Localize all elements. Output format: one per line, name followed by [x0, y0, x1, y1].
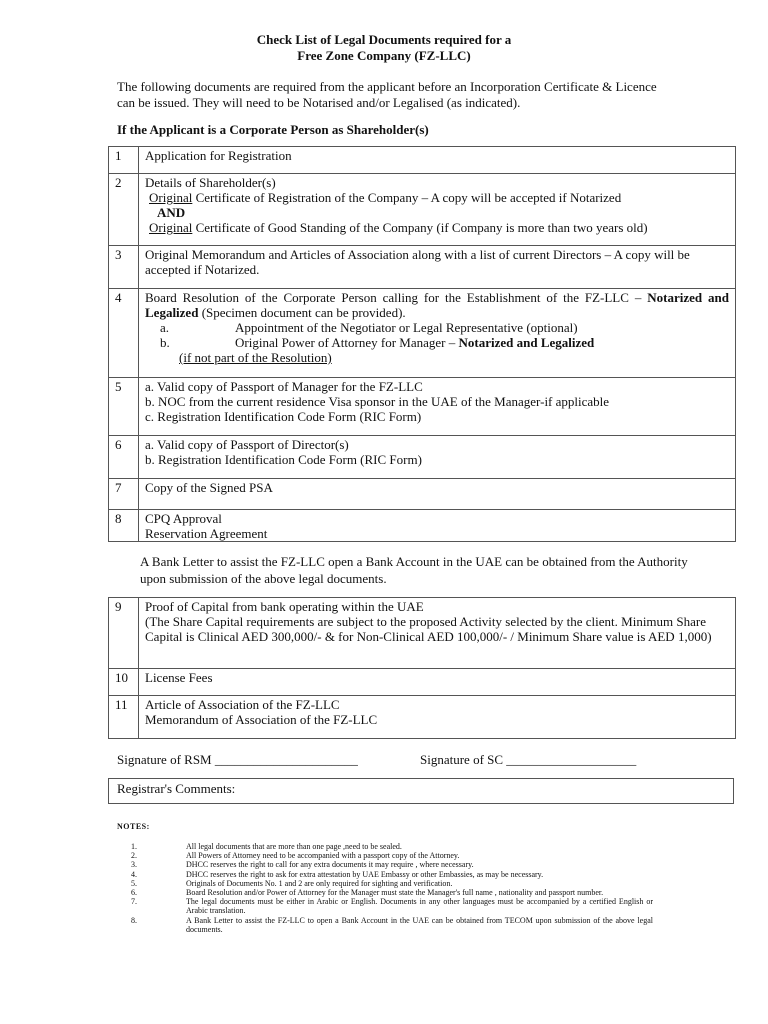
registrar-comments-box[interactable]	[108, 778, 734, 804]
row-number: 1	[109, 147, 139, 174]
row-number: 7	[109, 479, 139, 510]
row-number: 10	[109, 669, 139, 696]
note-number: 6.	[131, 888, 137, 898]
row-line-text: Board Resolution of the Corporate Person calling for the Establishment of the FZ-LLC –	[145, 290, 648, 305]
row-line-text: Certificate of Good Standing of the Company (if Company is more than two years old)	[192, 220, 648, 235]
and-label: AND	[157, 205, 186, 220]
sub-item-key: b.	[160, 335, 170, 350]
sub-item-text: Original Power of Attorney for Manager –	[235, 335, 459, 350]
row-number: 11	[109, 696, 139, 739]
intro-paragraph: The following documents are required from the applicant before an Incorporation Certificate & Licence can be issued. They will need to be Notarised and/or Legalised (as indicated).	[117, 79, 657, 110]
table-row	[109, 147, 736, 174]
note-text: All Powers of Attorney need to be accompanied with a passport copy of the Attorney.	[186, 851, 460, 861]
row-number: 4	[109, 289, 139, 378]
row-content	[139, 289, 736, 378]
signature-rsm: Signature of RSM ______________________	[117, 752, 358, 767]
note-item	[131, 897, 653, 915]
table-row	[109, 246, 736, 289]
sub-item	[145, 335, 729, 350]
row-line-text: (Specimen document can be provided).	[198, 305, 406, 320]
note-text: The legal documents must be either in Arabic or English. Documents in any other languages must be accompanied by a certified English or Arabic translation.	[186, 897, 653, 916]
row-line	[145, 190, 729, 205]
title-line-1: Check List of Legal Documents required for a	[256, 32, 512, 47]
bank-letter-paragraph: A Bank Letter to assist the FZ-LLC open a Bank Account in the UAE can be obtained from the Authority upon submission of the above legal documents.	[140, 554, 688, 586]
list-item: b. Registration Identification Code Form (RIC Form)	[145, 452, 422, 467]
row-line-text: Certificate of Registration of the Company – A copy will be accepted if Notarized	[192, 190, 622, 205]
title-line-2: Free Zone Company (FZ-LLC)	[297, 48, 471, 63]
row-line: Reservation Agreement	[145, 526, 268, 541]
row-line	[145, 290, 729, 320]
note-text: DHCC reserves the right to ask for extra attestation by UAE Embassy or other Embassies, as may be necessary.	[186, 869, 544, 879]
sub-item-note: (if not part of the Resolution)	[179, 350, 332, 365]
note-item	[131, 879, 653, 888]
note-number: 5.	[131, 878, 137, 888]
row-content	[139, 510, 736, 542]
note-number: 8.	[131, 915, 137, 925]
table-row	[109, 378, 736, 436]
sub-item-text: Appointment of the Negotiator or Legal Representative (optional)	[235, 320, 578, 335]
table-row	[109, 510, 736, 542]
original-word: Original	[149, 190, 193, 205]
row-detail: (The Share Capital requirements are subject to the proposed Activity selected by the client. Minimum Share Capital is Clinical AED 300,000/- & for Non-Clinical AED 100,000/- / Minimum Share value is AED 1,000)	[145, 614, 712, 644]
row-number: 9	[109, 598, 139, 669]
table-row	[109, 696, 736, 739]
note-text: Board Resolution and/or Power of Attorney for the Manager must state the Manager's full name , nationality and passport number.	[186, 888, 604, 898]
row-line: Proof of Capital from bank operating within the UAE	[145, 599, 424, 614]
documents-table-2	[108, 597, 736, 739]
row-text: License Fees	[139, 669, 736, 696]
row-line: Details of Shareholder(s)	[145, 175, 276, 190]
note-text: All legal documents that are more than one page ,need to be sealed.	[186, 842, 402, 851]
sub-item-text-start	[235, 335, 729, 350]
list-item: a. Valid copy of Passport of Director(s)	[145, 437, 349, 452]
registrar-comments-label: Registrar's Comments:	[117, 781, 236, 796]
row-text: Copy of the Signed PSA	[139, 479, 736, 510]
note-number: 2.	[131, 851, 137, 861]
row-text: Application for Registration	[139, 147, 736, 174]
notes-list	[131, 842, 653, 934]
list-item: b. NOC from the current residence Visa sponsor in the UAE of the Manager-if applicable	[145, 394, 610, 409]
note-item	[131, 842, 653, 851]
row-content	[139, 436, 736, 479]
list-item: c. Registration Identification Code Form (RIC Form)	[145, 409, 422, 424]
table-row	[109, 289, 736, 378]
note-text: DHCC reserves the right to call for any extra documents it may require , where necessary.	[186, 860, 474, 870]
row-number: 2	[109, 174, 139, 246]
row-number: 8	[109, 510, 139, 542]
sub-item	[145, 320, 729, 335]
row-content	[139, 696, 736, 739]
signature-sc: Signature of SC ____________________	[420, 752, 637, 767]
note-item	[131, 916, 653, 934]
list-item: a. Valid copy of Passport of Manager for the FZ-LLC	[145, 379, 423, 394]
notes-title: NOTES:	[117, 822, 150, 831]
note-text: A Bank Letter to assist the FZ-LLC to open a Bank Account in the UAE can be obtained from TECOM upon submission of the above legal documents.	[186, 915, 653, 934]
note-item	[131, 888, 653, 897]
note-number: 1.	[131, 842, 137, 851]
documents-table	[108, 146, 736, 542]
row-content	[139, 378, 736, 436]
note-number: 3.	[131, 860, 137, 870]
note-number: 4.	[131, 869, 137, 879]
sub-item-key: a.	[160, 320, 170, 335]
row-line	[145, 220, 729, 235]
document-title	[0, 32, 768, 64]
note-number: 7.	[131, 897, 137, 907]
row-line: Memorandum of Association of the FZ-LLC	[145, 712, 378, 727]
table-row	[109, 598, 736, 669]
note-text: Originals of Documents No. 1 and 2 are only required for sighting and verification.	[186, 878, 453, 888]
row-text: Original Memorandum and Articles of Association along with a list of current Directors – A copy will be accepted if Notarized.	[139, 246, 736, 289]
note-item	[131, 870, 653, 879]
table-row	[109, 174, 736, 246]
section-heading: If the Applicant is a Corporate Person as Shareholder(s)	[117, 122, 429, 137]
row-number: 5	[109, 378, 139, 436]
row-line: CPQ Approval	[145, 511, 222, 526]
note-item	[131, 851, 653, 860]
notarized-legalized: Notarized and Legalized	[145, 290, 729, 320]
table-row	[109, 479, 736, 510]
row-number: 6	[109, 436, 139, 479]
row-line: Article of Association of the FZ-LLC	[145, 697, 340, 712]
row-content	[139, 174, 736, 246]
notarized-legalized: Notarized and Legalized	[458, 335, 595, 350]
note-item	[131, 860, 653, 869]
row-number: 3	[109, 246, 139, 289]
table-row	[109, 436, 736, 479]
row-content	[139, 598, 736, 669]
table-row	[109, 669, 736, 696]
original-word: Original	[149, 220, 193, 235]
